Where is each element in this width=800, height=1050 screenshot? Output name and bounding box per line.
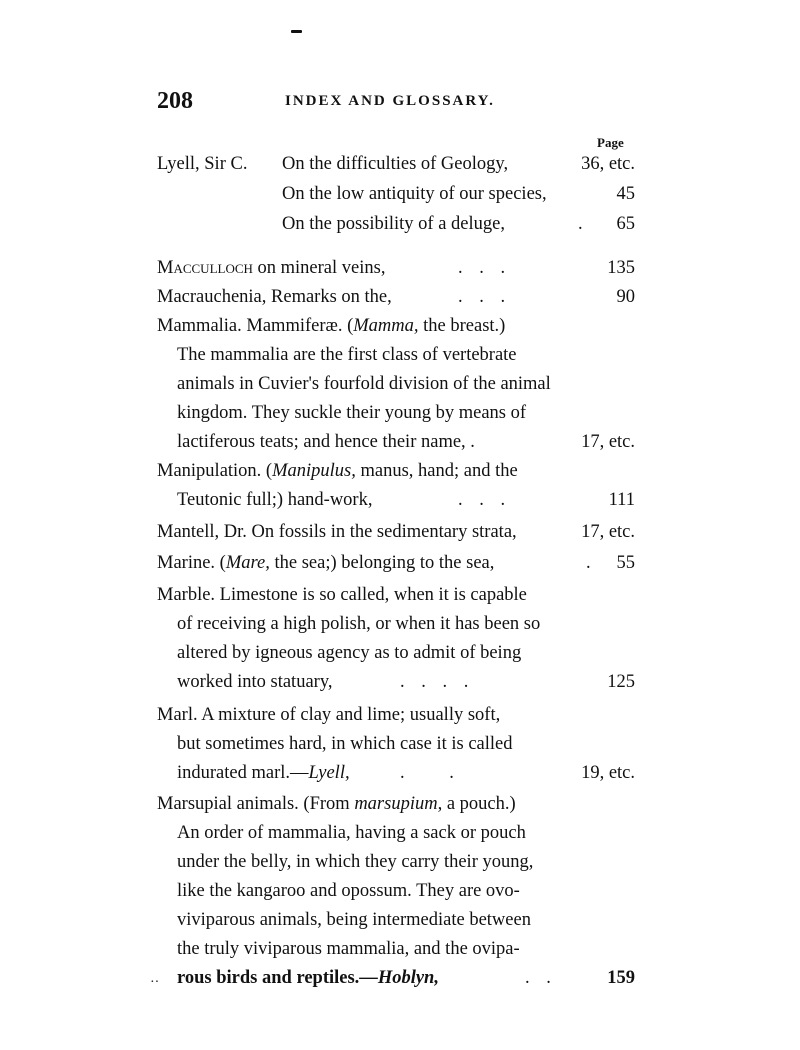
marsupial-l1a: Marsupial animals. (From bbox=[157, 794, 355, 814]
entry-marble-leader: . . . . bbox=[400, 672, 469, 692]
macculloch-initial: M bbox=[157, 258, 174, 278]
entry-marine-ref: 55 bbox=[616, 553, 635, 573]
entry-marble-ref: 125 bbox=[607, 672, 635, 692]
entry-manipulation-line1 bbox=[157, 460, 518, 482]
entry-mammalia-line5: lactiferous teats; and hence their name, . bbox=[177, 432, 475, 452]
entry-marsupial-line5: viviparous animals, being intermediate between bbox=[177, 910, 531, 930]
entry-manipulation-ref: 111 bbox=[608, 490, 635, 510]
marine-l1c: the sea;) belonging to the sea, bbox=[269, 553, 495, 573]
marsupial-l7a: rous birds and reptiles.— bbox=[177, 968, 378, 988]
running-header bbox=[157, 88, 637, 118]
entry-marsupial-line4: like the kangaroo and opossum. They are ovo- bbox=[177, 881, 520, 901]
entry-manipulation-line2: Teutonic full;) hand-work, bbox=[177, 490, 373, 510]
entry-macrauchenia-leader: . . . bbox=[458, 287, 506, 307]
entry-marl-line3 bbox=[177, 762, 350, 784]
manipulation-l1c: manus, hand; and the bbox=[355, 461, 518, 481]
entry-manipulation-leader: . . . bbox=[458, 490, 506, 510]
entry-macculloch-leader: . . . bbox=[458, 258, 506, 278]
entry-marble-line1: Marble. Limestone is so called, when it is capable bbox=[157, 585, 527, 605]
entry-marsupial-leader: . . bbox=[525, 968, 551, 988]
entry-lyell-leader: . bbox=[578, 214, 583, 234]
entry-lyell-line2: On the low antiquity of our species, bbox=[282, 184, 547, 204]
macculloch-text: on mineral veins, bbox=[257, 258, 386, 278]
entry-marsupial-line6: the truly viviparous mammalia, and the ovipa- bbox=[177, 939, 520, 959]
marsupial-l1c: a pouch.) bbox=[442, 794, 516, 814]
entry-mantell-ref: 17, etc. bbox=[581, 522, 635, 542]
mammalia-l1b: Mamma, bbox=[353, 316, 419, 336]
manipulation-l1b: Manipulus, bbox=[272, 461, 356, 481]
entry-mammalia-line4: kingdom. They suckle their young by means of bbox=[177, 403, 527, 423]
entry-marl-line1: Marl. A mixture of clay and lime; usually soft, bbox=[157, 705, 501, 725]
marsupial-l7b: Hoblyn, bbox=[377, 968, 439, 988]
entry-mammalia-line3: animals in Cuvier's fourfold division of the animal bbox=[177, 374, 551, 394]
marine-l1b: Mare, bbox=[225, 553, 270, 573]
marsupial-l1b: marsupium, bbox=[354, 794, 443, 814]
entry-marine-leader: . bbox=[586, 553, 591, 573]
manipulation-l1a: Manipulation. ( bbox=[157, 461, 273, 481]
entry-lyell-line1: On the difficulties of Geology, bbox=[282, 154, 509, 174]
entry-mammalia-line1 bbox=[157, 315, 505, 337]
entry-marble-line2: of receiving a high polish, or when it has been so bbox=[177, 614, 541, 634]
macculloch-name: acculloch bbox=[173, 258, 253, 278]
entry-marsupial-line2: An order of mammalia, having a sack or pouch bbox=[177, 823, 526, 843]
entry-marble-line4: worked into statuary, bbox=[177, 672, 333, 692]
entry-mantell: Mantell, Dr. On fossils in the sedimentary strata, bbox=[157, 522, 517, 542]
mammalia-l1a: Mammalia. Mammiferæ. ( bbox=[157, 316, 354, 336]
mammalia-l1c: the breast.) bbox=[418, 316, 506, 336]
running-title: INDEX AND GLOSSARY. bbox=[285, 93, 495, 109]
entry-macculloch bbox=[157, 257, 385, 279]
entry-marsupial-ref: 159 bbox=[607, 968, 635, 988]
page-column-label: Page bbox=[597, 135, 624, 150]
entry-macrauchenia-ref: 90 bbox=[616, 287, 635, 307]
entry-lyell-line3: On the possibility of a deluge, bbox=[282, 214, 505, 234]
entry-marl-leader: . . bbox=[400, 763, 454, 783]
entry-marl-ref: 19, etc. bbox=[581, 763, 635, 783]
entry-marsupial-line1 bbox=[157, 793, 516, 815]
entry-marsupial-line7 bbox=[177, 967, 439, 989]
ink-mark bbox=[291, 30, 302, 33]
margin-mark: ·· bbox=[150, 975, 160, 990]
marl-l3a: indurated marl.— bbox=[177, 763, 309, 783]
entry-lyell-ref1: 36, etc. bbox=[581, 154, 635, 174]
entry-macculloch-ref: 135 bbox=[607, 258, 635, 278]
entry-marl-line2: but sometimes hard, in which case it is called bbox=[177, 734, 513, 754]
entry-mammalia-ref: 17, etc. bbox=[581, 432, 635, 452]
entry-macrauchenia: Macrauchenia, Remarks on the, bbox=[157, 287, 392, 307]
entry-lyell-ref2: 45 bbox=[616, 184, 635, 204]
entry-marsupial-line3: under the belly, in which they carry their young, bbox=[177, 852, 534, 872]
entry-lyell-ref3: 65 bbox=[616, 214, 635, 234]
entry-marine bbox=[157, 552, 494, 574]
entry-lyell-head: Lyell, Sir C. bbox=[157, 154, 248, 174]
page-number: 208 bbox=[157, 88, 193, 114]
entry-mammalia-line2: The mammalia are the first class of vertebrate bbox=[177, 345, 517, 365]
marl-l3b: Lyell, bbox=[308, 763, 350, 783]
marine-l1a: Marine. ( bbox=[157, 553, 226, 573]
entry-marble-line3: altered by igneous agency as to admit of being bbox=[177, 643, 522, 663]
